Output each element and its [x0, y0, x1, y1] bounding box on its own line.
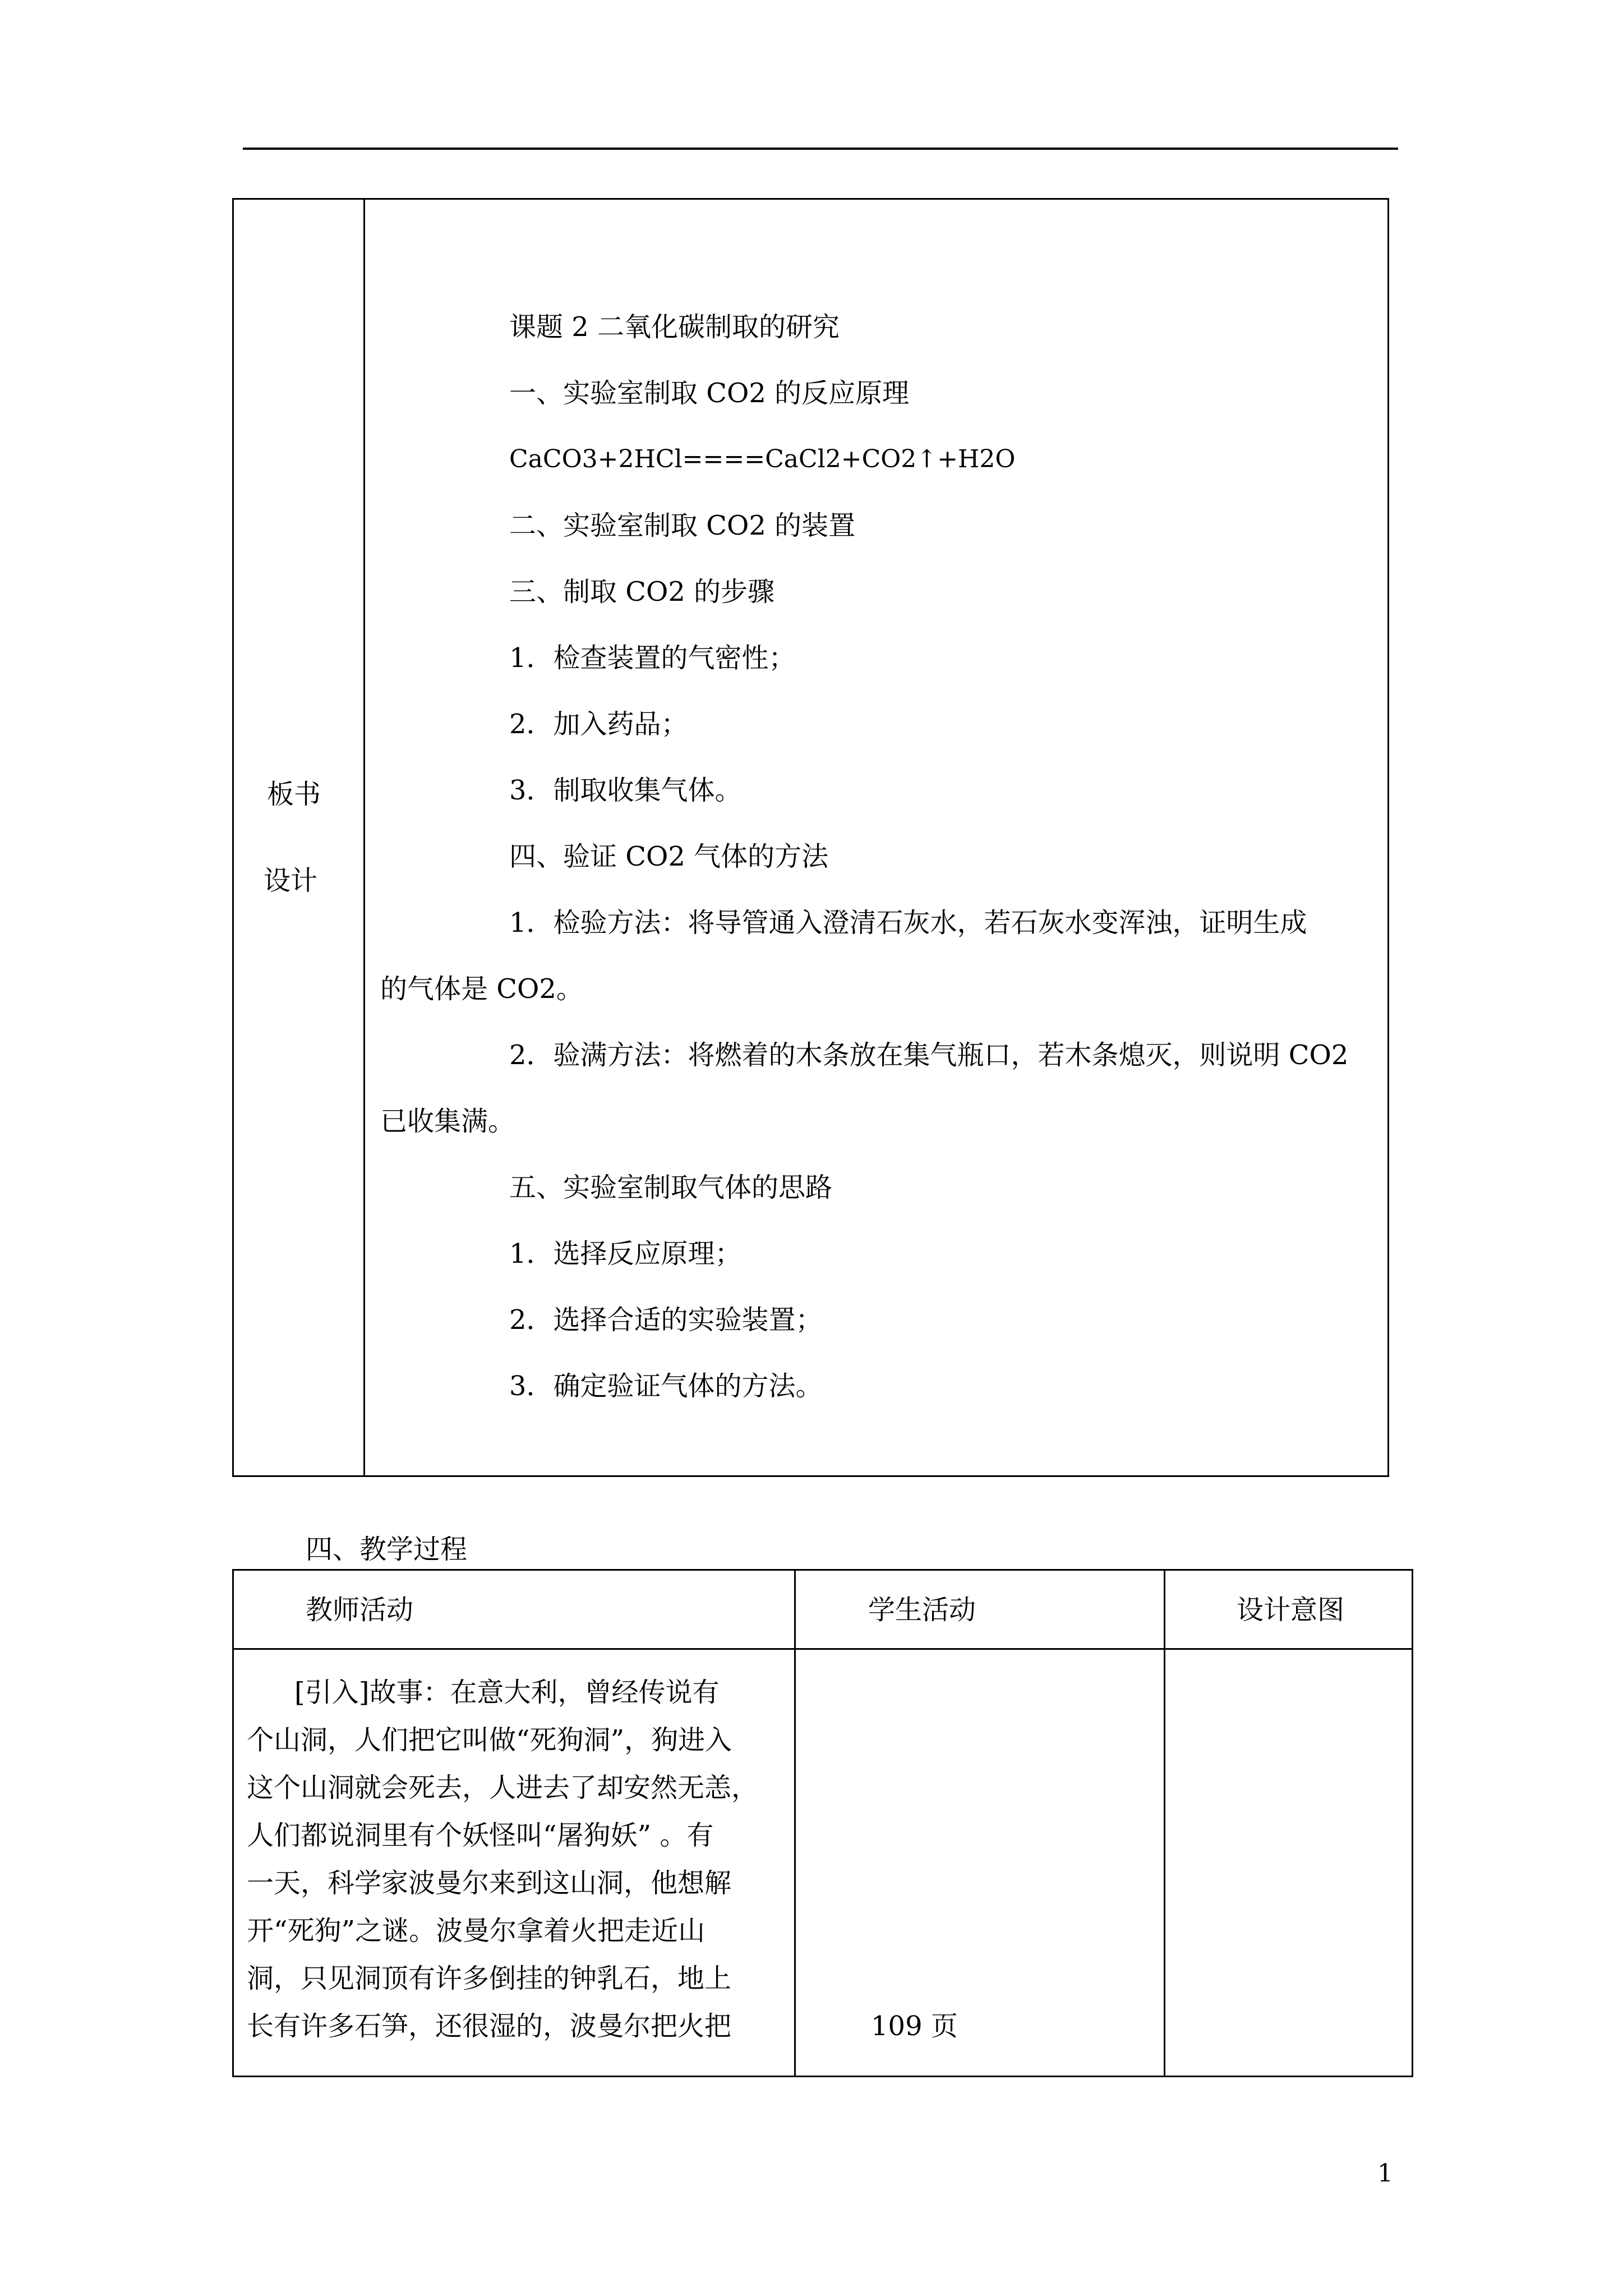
board-line: 1．检验方法：将导管通入澄清石灰水，若石灰水变浑浊，证明生成: [509, 907, 1307, 938]
teacher-activity-line: 洞，只见洞顶有许多倒挂的钟乳石，地上: [247, 1963, 732, 1994]
teacher-activity-line: 长有许多石笋，还很湿的，波曼尔把火把: [247, 2010, 732, 2042]
board-line: 五、实验室制取气体的思路: [509, 1172, 833, 1203]
board-line: 二、实验室制取 CO2 的装置: [509, 510, 856, 541]
table-border-right: [1387, 198, 1389, 1477]
teacher-activity-line: 人们都说洞里有个妖怪叫“屠狗妖” 。有: [247, 1820, 714, 1851]
page-number: 1: [1377, 2159, 1393, 2188]
board-line: 1．检查装置的气密性；: [509, 642, 796, 674]
process-border-right: [1412, 1569, 1413, 2077]
board-line: 四、验证 CO2 气体的方法: [509, 841, 829, 872]
teacher-activity-line: 这个山洞就会死去，人进去了却安然无恙，: [247, 1772, 759, 1803]
board-line: 已收集满。: [380, 1106, 515, 1137]
header-design-intent: 设计意图: [1237, 1594, 1345, 1626]
board-line: 课题 2 二氧化碳制取的研究: [509, 311, 840, 343]
board-line: 2．选择合适的实验装置；: [509, 1304, 823, 1336]
teacher-activity-line: [引入]故事：在意大利，曾经传说有: [294, 1677, 720, 1708]
student-activity-note: 109 页: [871, 2010, 958, 2042]
table-divider: [363, 198, 365, 1477]
header-student-activity: 学生活动: [868, 1594, 976, 1626]
teacher-activity-line: 开“死狗”之谜。波曼尔拿着火把走近山: [247, 1915, 706, 1947]
board-line: 1．选择反应原理；: [509, 1238, 742, 1269]
header-teacher-activity: 教师活动: [306, 1594, 414, 1626]
teacher-activity-line: 一天，科学家波曼尔来到这山洞，他想解: [247, 1867, 732, 1899]
board-line: 一、实验室制取 CO2 的反应原理: [509, 378, 910, 409]
board-line: 的气体是 CO2。: [380, 973, 583, 1005]
board-line: CaCO3+2HCl====CaCl2+CO2↑+H2O: [509, 445, 1016, 473]
section-heading: 四、教学过程: [306, 1534, 468, 1565]
process-col-divider-1: [794, 1569, 796, 2077]
process-border-left: [232, 1569, 234, 2077]
process-header-divider: [232, 1648, 1413, 1650]
table-border-bottom: [232, 1475, 1389, 1477]
board-line: 三、制取 CO2 的步骤: [509, 576, 775, 608]
board-line: 3．确定验证气体的方法。: [509, 1370, 823, 1402]
process-border-top: [232, 1569, 1413, 1571]
board-label-line2: 设计: [264, 865, 318, 896]
board-line: 2．加入药品；: [509, 708, 688, 740]
header-rule: [243, 148, 1398, 150]
table-border-left: [232, 198, 234, 1477]
board-line: 3．制取收集气体。: [509, 775, 742, 806]
board-line: 2．验满方法：将燃着的木条放在集气瓶口，若木条熄灭，则说明 CO2: [509, 1039, 1349, 1071]
table-border-top: [232, 198, 1389, 200]
process-col-divider-2: [1164, 1569, 1165, 2077]
process-border-bottom: [232, 2076, 1413, 2077]
teacher-activity-line: 个山洞，人们把它叫做“死狗洞”，狗进入: [247, 1724, 732, 1756]
board-label-line1: 板书: [267, 779, 321, 810]
